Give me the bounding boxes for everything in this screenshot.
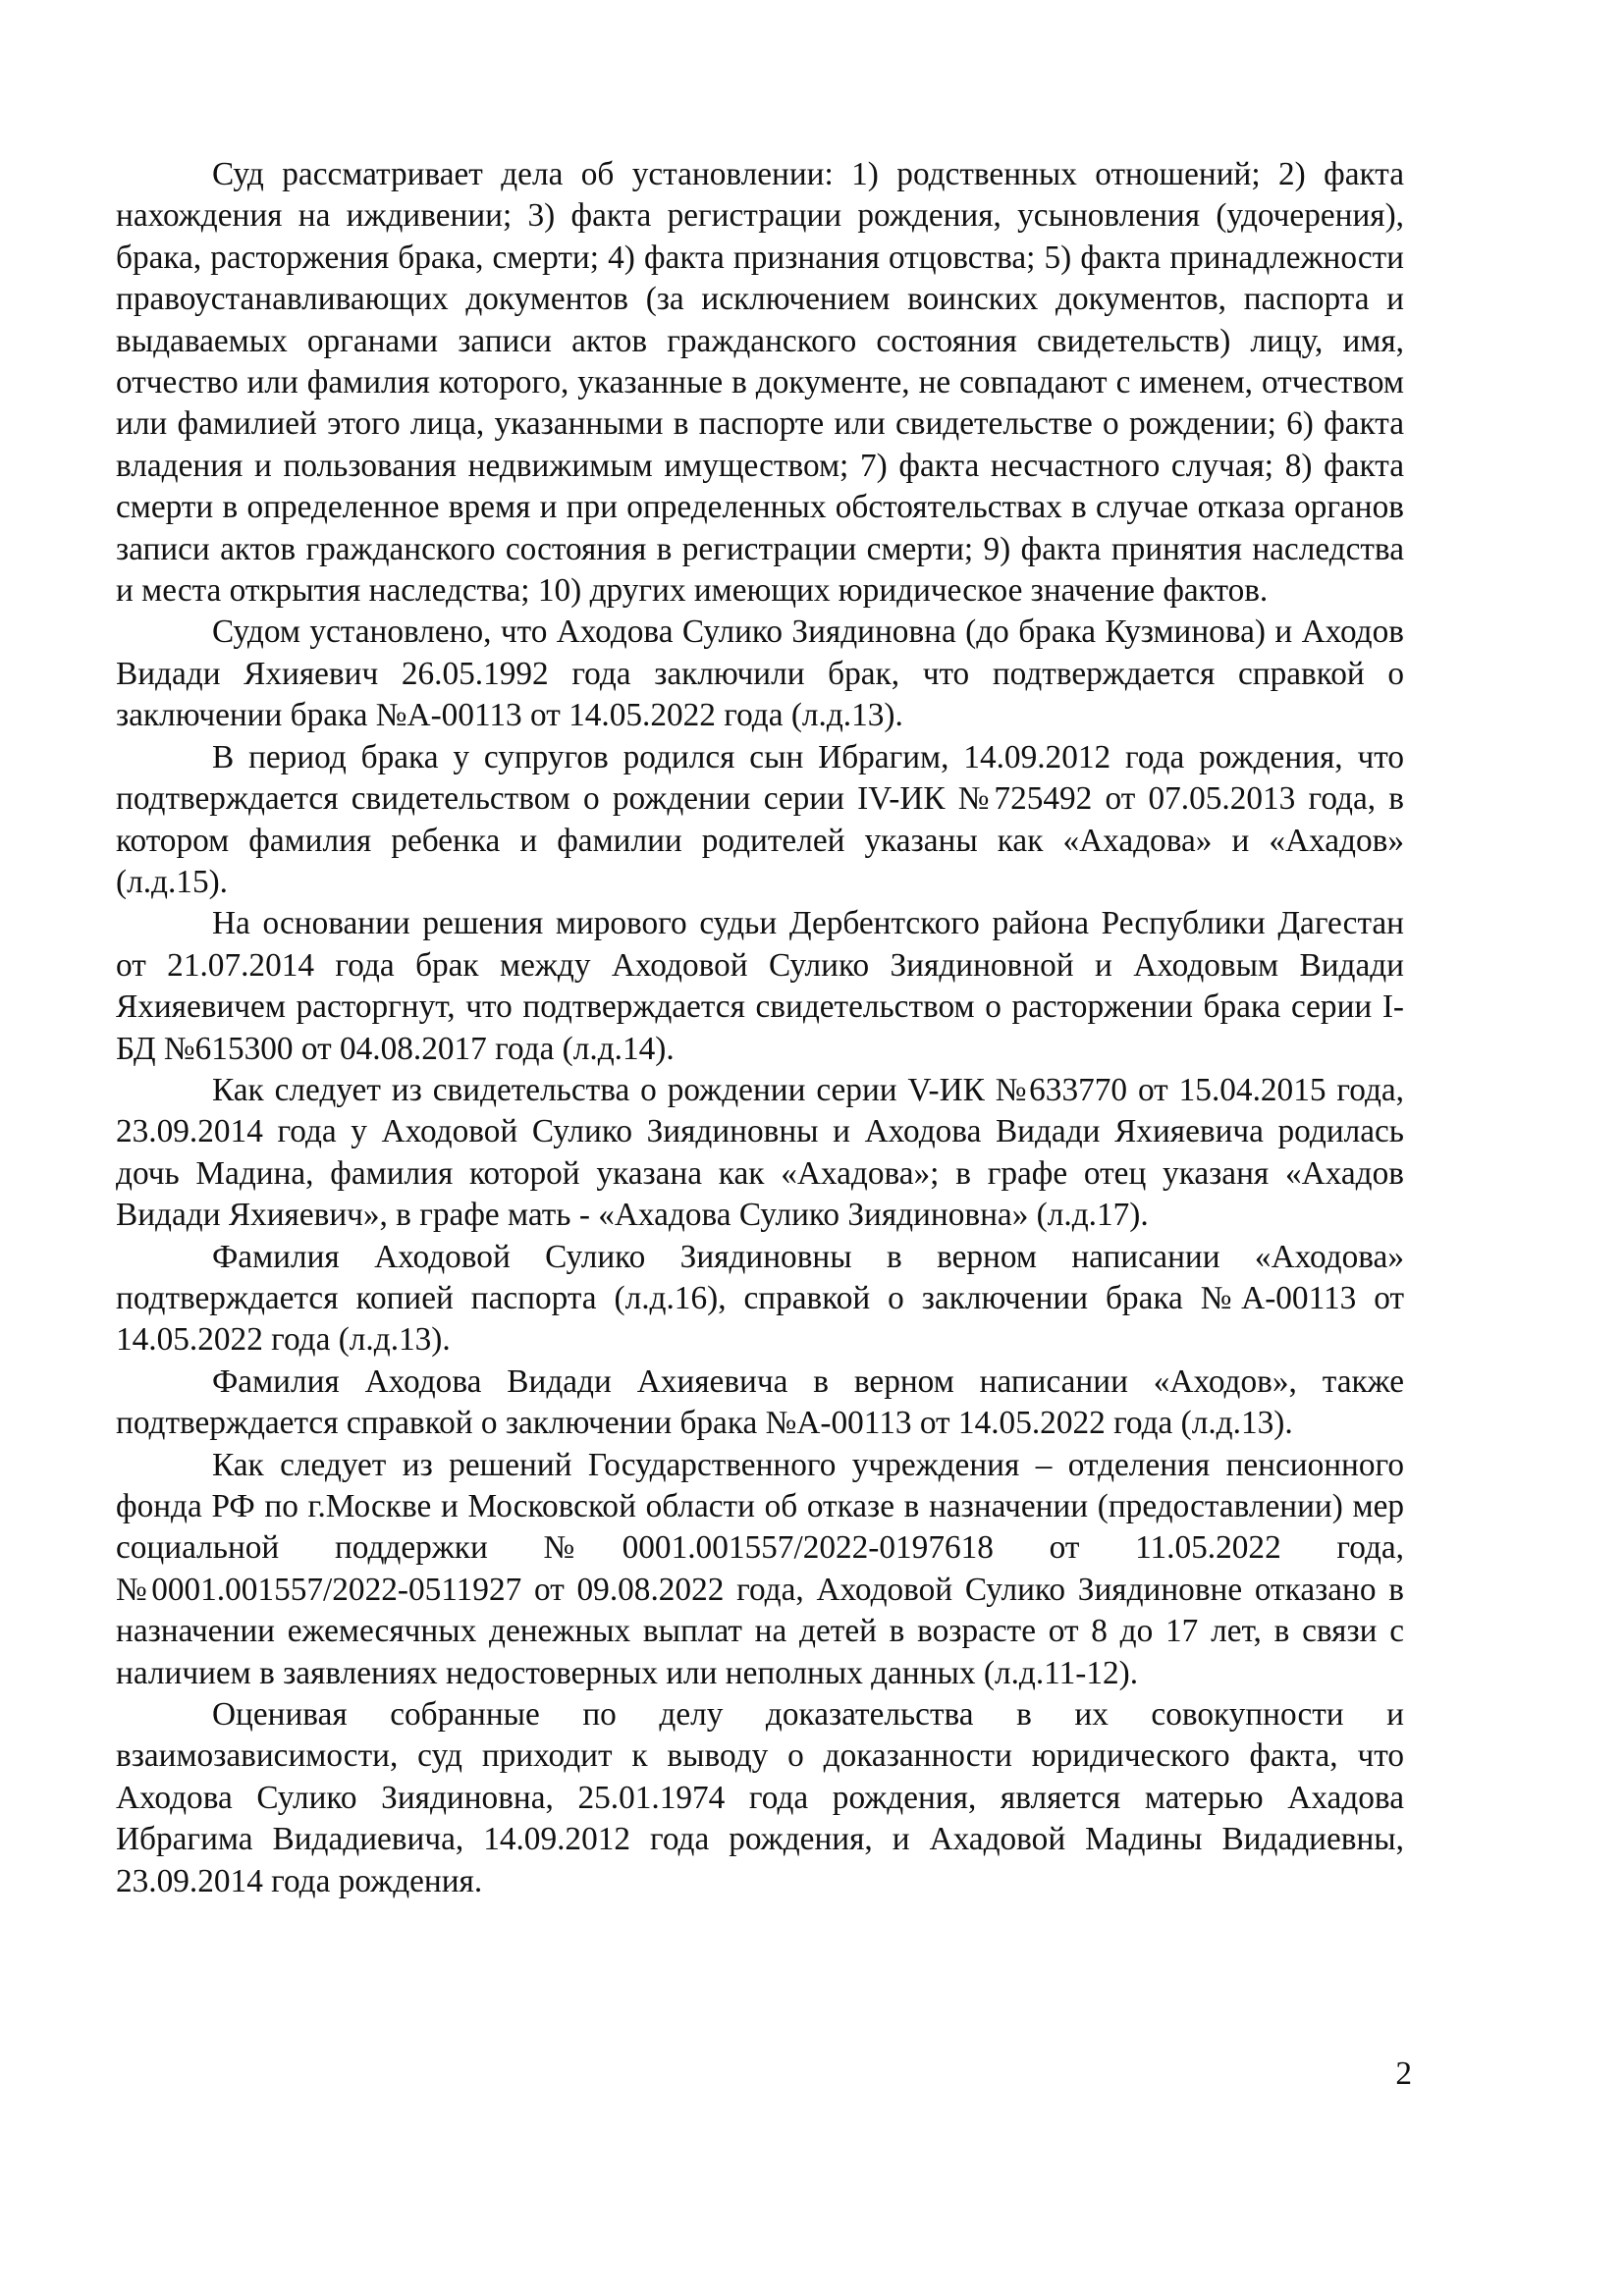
paragraph-father-surname: Фамилия Аходова Видади Ахияевича в верном написании «Аходов», также подтверждается справкой о заключении брака №А-00113 от 14.05.2022 года (л.д.13). xyxy=(116,1362,1404,1442)
paragraph-mother-surname: Фамилия Аходовой Сулико Зиядиновны в верном написании «Аходова» подтверждается копией паспорта (л.д.16), справкой о заключении брака №А-00113 от 14.05.2022 года (л.д.13). xyxy=(116,1238,1404,1359)
paragraph-court-considers: Суд рассматривает дела об установлении: 1) родственных отношений; 2) факта нахождения на иждивении; 3) факта регистрации рождения, усыновления (удочерения), брака, расторжения брака, смерти; 4) факта признания отцовства; 5) факта принадлежности правоустанавливающих документов (за исключением воинских документов, паспорта и выдаваемых органами записи актов гражданского состояния свидетельств) лицу, имя, отчество или фамилия которого, указанные в документе, не совпадают с именем, отчеством или фамилией этого лица, указанными в паспорте или свидетельстве о рождении; 6) факта владения и пользования недвижимым имуществом; 7) факта несчастного случая; 8) факта смерти в определенное время и при определенных обстоятельствах в случае отказа органов записи актов гражданского состояния в регистрации смерти; 9) факта принятия наследства и места открытия наследства; 10) других имеющих юридическое значение фактов. xyxy=(116,156,1404,610)
document-body xyxy=(116,154,1404,1902)
paragraph-divorce: На основании решения мирового судьи Дербентского района Республики Дагестан от 21.07.2014 года брак между Аходовой Сулико Зиядиновной и Аходовым Видади Яхияевичем расторгнут, что подтверждается свидетельством о расторжении брака серии I-БД №615300 от 04.08.2017 года (л.д.14). xyxy=(116,905,1404,1067)
paragraph-son-born: В период брака у супругов родился сын Ибрагим, 14.09.2012 года рождения, что подтверждается свидетельством о рождении серии IV-ИК №725492 от 07.05.2013 года, в котором фамилия ребенка и фамилии родителей указаны как «Ахадова» и «Ахадов» (л.д.15). xyxy=(116,738,1404,900)
paragraph-daughter-born: Как следует из свидетельства о рождении серии V-ИК №633770 от 15.04.2015 года, 23.09.2014 года у Аходовой Сулико Зиядиновны и Аходова Видади Яхияевича родилась дочь Мадина, фамилия которой указана как «Ахадова»; в графе отец указаня «Ахадов Видади Яхияевич», в графе мать - «Ахадова Сулико Зиядиновна» (л.д.17). xyxy=(116,1071,1404,1234)
paragraph-marriage-established: Судом установлено, что Аходова Сулико Зиядиновна (до брака Кузминова) и Аходов Видади Яхияевич 26.05.1992 года заключили брак, что подтверждается справкой о заключении брака №А-00113 от 14.05.2022 года (л.д.13). xyxy=(116,614,1404,734)
paragraph-court-conclusion: Оценивая собранные по делу доказательства в их совокупности и взаимозависимости, суд приходит к выводу о доказанности юридического факта, что Аходова Сулико Зиядиновна, 25.01.1974 года рождения, является матерью Ахадова Ибрагима Видадиевича, 14.09.2012 года рождения, и Ахадовой Мадины Видадиевны, 23.09.2014 года рождения. xyxy=(116,1696,1404,1899)
page-number: 2 xyxy=(1395,2056,1412,2092)
paragraph-pension-fund-refusal: Как следует из решений Государственного учреждения – отделения пенсионного фонда РФ по г.Москве и Московской области об отказе в назначении (предоставлении) мер социальной поддержки №0001.001557/2022-0197618 от 11.05.2022 года, №0001.001557/2022-0511927 от 09.08.2022 года, Аходовой Сулико Зиядиновне отказано в назначении ежемесячных денежных выплат на детей в возрасте от 8 до 17 лет, в связи с наличием в заявлениях недостоверных или неполных данных (л.д.11-12). xyxy=(116,1446,1404,1691)
